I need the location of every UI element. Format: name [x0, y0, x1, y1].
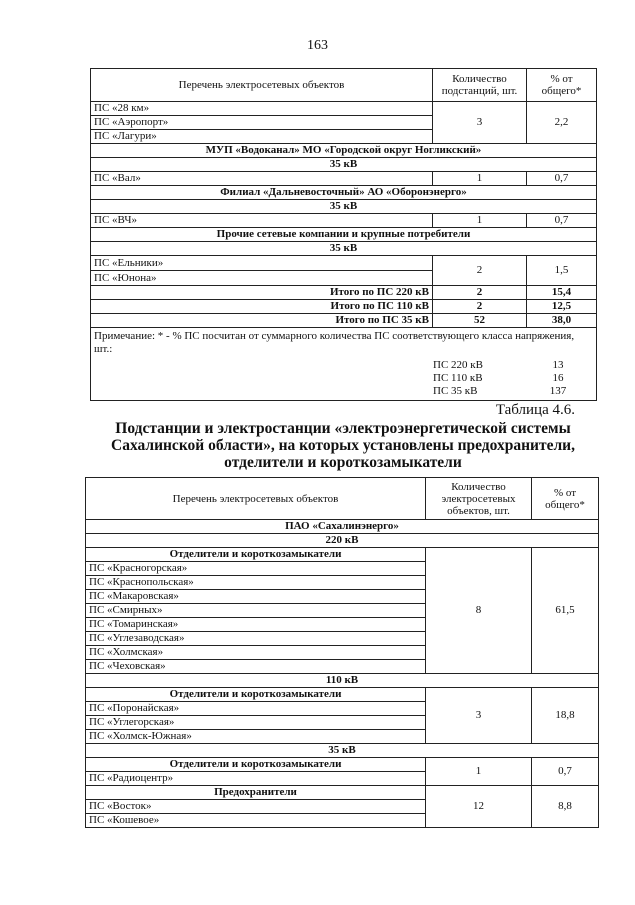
note-cell [91, 328, 597, 401]
total-label: Итого по ПС 35 кВ [91, 314, 433, 328]
voltage-label: 35 кВ [91, 242, 597, 256]
table-row [91, 214, 597, 228]
subheader-row [86, 688, 599, 702]
total-row [91, 286, 597, 300]
pct-cell: 0,7 [527, 172, 597, 186]
voltage-label: 35 кВ [86, 744, 599, 758]
count-cell: 12 [426, 786, 532, 828]
org-name: Филиал «Дальневосточный» АО «Оборонэнерго» [91, 186, 597, 200]
total-row [91, 314, 597, 328]
note-row [91, 328, 597, 401]
header-count: Количество электросетевых объектов, шт. [426, 478, 532, 520]
note-value: 16 [552, 372, 564, 384]
total-count: 52 [433, 314, 527, 328]
pct-cell: 1,5 [527, 256, 597, 286]
count-cell: 1 [426, 758, 532, 786]
count-cell: 2 [433, 256, 527, 286]
total-pct: 12,5 [527, 300, 597, 314]
total-count: 2 [433, 300, 527, 314]
voltage-row [86, 534, 599, 548]
list-item: ПС «Чеховская» [86, 660, 426, 674]
count-cell: 3 [433, 102, 527, 144]
list-item: ПС «Аэропорт» [91, 116, 433, 130]
list-item: ПС «Холмск-Южная» [86, 730, 426, 744]
subheader: Отделители и короткозамыкатели [86, 688, 426, 702]
list-item: ПС «Томаринская» [86, 618, 426, 632]
header-pct: % от общего* [527, 69, 597, 102]
voltage-row [91, 158, 597, 172]
list-item: ПС «Краснопольская» [86, 576, 426, 590]
header-list: Перечень электросетевых объектов [86, 478, 426, 520]
pct-cell: 8,8 [532, 786, 599, 828]
list-item: ПС «Лагури» [91, 130, 433, 144]
list-item: ПС «Ельники» [91, 256, 433, 271]
pct-cell: 61,5 [532, 548, 599, 674]
org-row [91, 186, 597, 200]
total-pct: 15,4 [527, 286, 597, 300]
org-name: ПАО «Сахалинэнерго» [86, 520, 599, 534]
voltage-label: 35 кВ [91, 200, 597, 214]
list-item: ПС «Макаровская» [86, 590, 426, 604]
voltage-row [91, 200, 597, 214]
table1-header-row [91, 69, 597, 102]
count-cell: 1 [433, 172, 527, 186]
count-cell: 3 [426, 688, 532, 744]
list-item: ПС «Поронайская» [86, 702, 426, 716]
voltage-label: 35 кВ [91, 158, 597, 172]
org-row [91, 228, 597, 242]
list-item: ПС «Кошевое» [86, 814, 426, 828]
pct-cell: 18,8 [532, 688, 599, 744]
table-caption-label: Таблица 4.6. [495, 402, 575, 418]
list-item: ПС «Холмская» [86, 646, 426, 660]
voltage-label: 220 кВ [86, 534, 599, 548]
list-item: ПС «Восток» [86, 800, 426, 814]
table-row [91, 172, 597, 186]
voltage-row [91, 242, 597, 256]
list-item: ПС «Углезаводская» [86, 632, 426, 646]
total-count: 2 [433, 286, 527, 300]
note-text: Примечание: * - % ПС посчитан от суммарного количества ПС соответствующего класса напряжения, шт.: [94, 330, 575, 355]
voltage-label: 110 кВ [86, 674, 599, 688]
voltage-row [86, 674, 599, 688]
table2-header-row [86, 478, 599, 520]
subheader-row [86, 758, 599, 772]
subheader: Предохранители [86, 786, 426, 800]
table-row [91, 256, 597, 271]
substations-table-1 [90, 68, 597, 401]
pct-cell: 0,7 [532, 758, 599, 786]
note-values [94, 359, 593, 398]
pct-cell: 0,7 [527, 214, 597, 228]
voltage-row [86, 744, 599, 758]
count-cell: 8 [426, 548, 532, 674]
list-item: ПС «Углегорская» [86, 716, 426, 730]
org-name: Прочие сетевые компании и крупные потребители [91, 228, 597, 242]
subheader: Отделители и короткозамыкатели [86, 758, 426, 772]
substations-table-2 [85, 477, 599, 828]
table-title: Подстанции и электростанции «электроэнергетической системы Сахалинской области», на которых установлены предохранители, отделители и короткозамыкатели [111, 420, 575, 471]
total-label: Итого по ПС 220 кВ [91, 286, 433, 300]
header-count: Количество подстанций, шт. [433, 69, 527, 102]
org-row [86, 520, 599, 534]
list-item: ПС «Радиоцентр» [86, 772, 426, 786]
header-list: Перечень электросетевых объектов [91, 69, 433, 102]
list-item: ПС «Смирных» [86, 604, 426, 618]
org-row [91, 144, 597, 158]
subheader-row [86, 786, 599, 800]
list-item: ПС «28 км» [91, 102, 433, 116]
total-pct: 38,0 [527, 314, 597, 328]
note-value: 137 [549, 385, 567, 397]
subheader: Отделители и короткозамыкатели [86, 548, 426, 562]
org-name: МУП «Водоканал» МО «Городской округ Ногликский» [91, 144, 597, 158]
list-item: ПС «Вал» [91, 172, 433, 186]
list-item: ПС «Юнона» [91, 271, 433, 286]
page-number: 163 [307, 38, 328, 53]
subheader-row [86, 548, 599, 562]
note-label: ПС 220 кВ [433, 359, 483, 371]
count-cell: 1 [433, 214, 527, 228]
total-label: Итого по ПС 110 кВ [91, 300, 433, 314]
total-row [91, 300, 597, 314]
header-pct: % от общего* [532, 478, 599, 520]
list-item: ПС «Красногорская» [86, 562, 426, 576]
note-value: 13 [552, 359, 564, 371]
table-row [91, 102, 597, 116]
note-label: ПС 110 кВ [433, 372, 483, 384]
list-item: ПС «ВЧ» [91, 214, 433, 228]
note-label: ПС 35 кВ [433, 385, 478, 397]
pct-cell: 2,2 [527, 102, 597, 144]
